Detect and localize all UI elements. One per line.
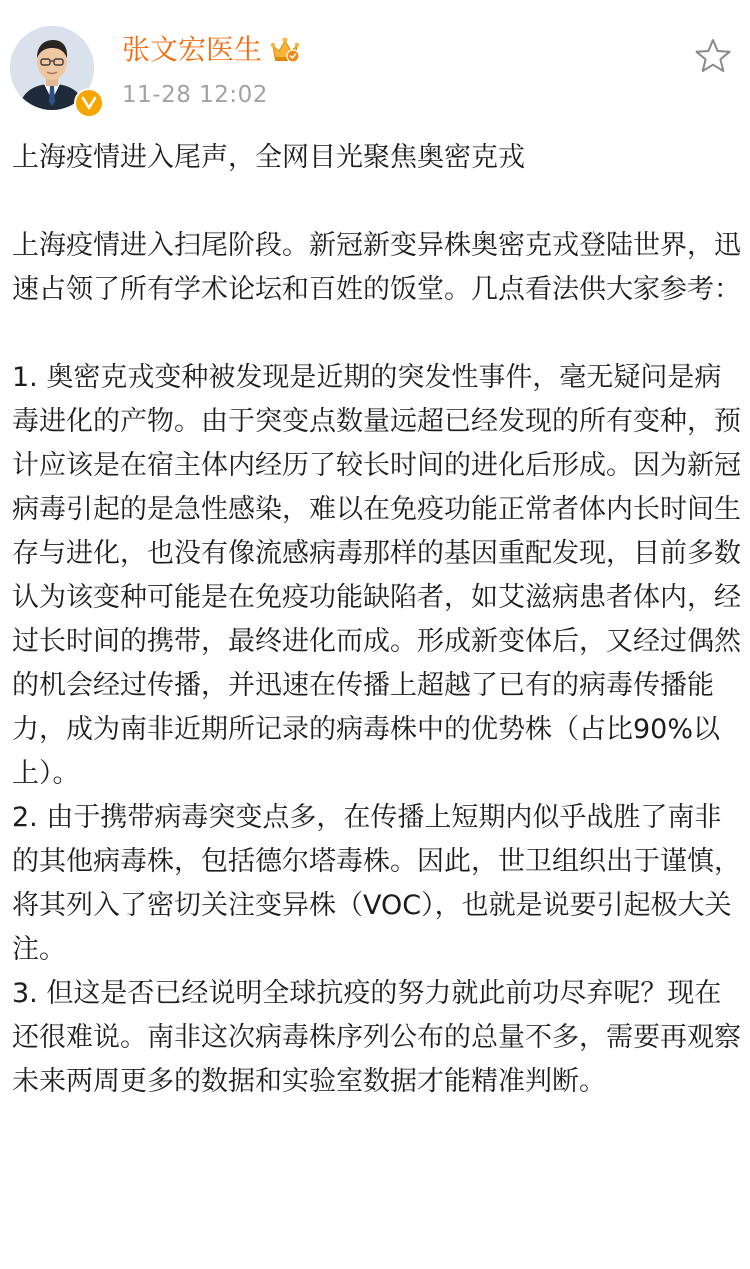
star-outline-icon[interactable] <box>694 38 732 74</box>
author-name-row <box>122 32 300 68</box>
paragraph-spacer <box>12 312 742 356</box>
post-point-1: 1. 奥密克戎变种被发现是近期的突发性事件，毫无疑问是病毒进化的产物。由于突变点数量远超已经发现的所有变种，预计应该是在宿主体内经历了较长时间的进化后形成。因为新冠病毒引起的是急性感染，难以在免疫功能正常者体内长时间生存与进化，也没有像流感病毒那样的基因重配发现，目前多数认为该变种可能是在免疫功能缺陷者，如艾滋病患者体内，经过长时间的携带，最终进化而成。形成新变体后，又经过偶然的机会经过传播，并迅速在传播上超越了已有的病毒传播能力，成为南非近期所记录的病毒株中的优势株（占比90%以上）。 <box>12 362 741 789</box>
author-name[interactable]: 张文宏医生 <box>122 33 263 66</box>
post-point-3: 3. 但这是否已经说明全球抗疫的努力就此前功尽弃呢？现在还很难说。南非这次病毒株序列公布的总量不多，需要再观察未来两周更多的数据和实验室数据才能精准判断。 <box>12 978 741 1097</box>
post-timestamp: 11-28 12:02 <box>122 82 268 108</box>
post-title: 上海疫情进入尾声，全网目光聚焦奥密克戎 <box>12 142 525 173</box>
author-avatar[interactable] <box>10 26 94 110</box>
vip-crown-icon[interactable] <box>270 36 300 64</box>
post-point-2: 2. 由于携带病毒突变点多，在传播上短期内似乎战胜了南非的其他病毒株，包括德尔塔毒株。因此，世卫组织出于谨慎，将其列入了密切关注变异株（VOC），也就是说要引起极大关注。 <box>12 802 741 965</box>
verified-v-icon <box>74 88 104 118</box>
post-intro: 上海疫情进入扫尾阶段。新冠新变异株奥密克戎登陆世界，迅速占领了所有学术论坛和百姓的饭堂。几点看法供大家参考： <box>12 230 741 305</box>
post-header <box>0 0 750 125</box>
post-body <box>12 136 742 1104</box>
paragraph-spacer <box>12 180 742 224</box>
